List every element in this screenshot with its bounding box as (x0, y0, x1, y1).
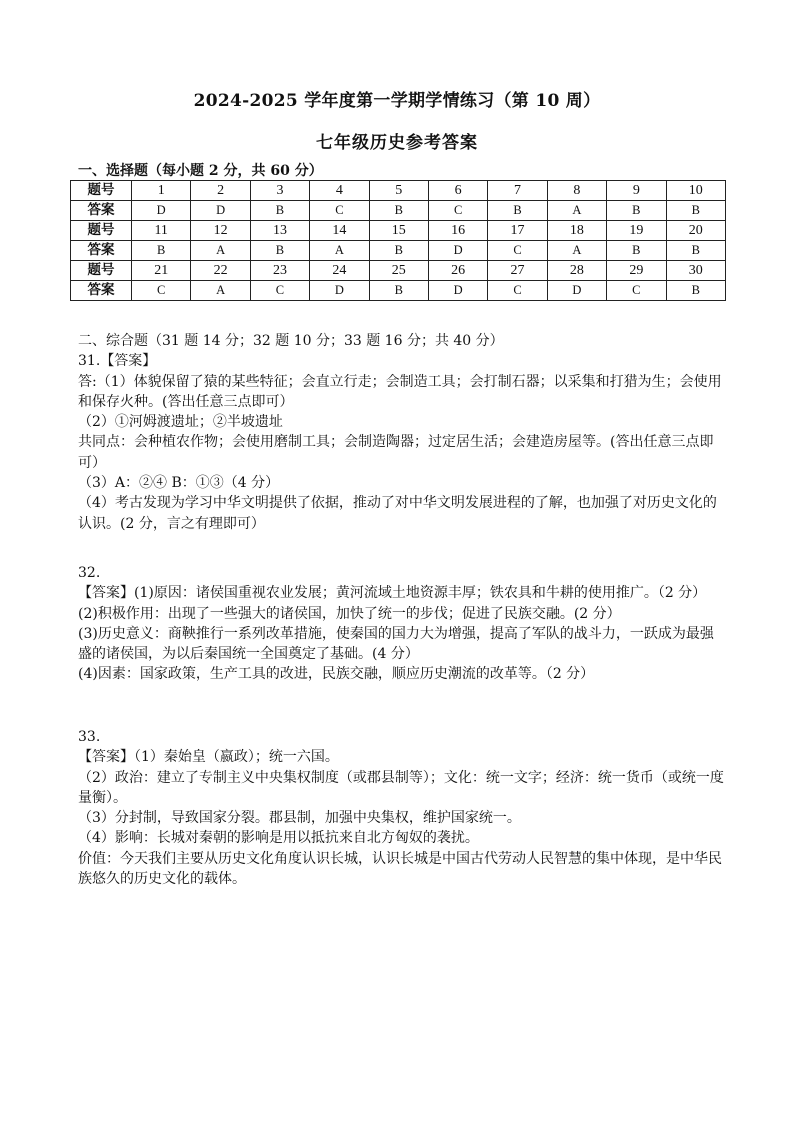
answer-cell: A (191, 281, 250, 301)
question-number-cell: 28 (547, 261, 606, 281)
question-31 (78, 331, 726, 534)
question-number-cell: 3 (250, 181, 309, 201)
question-number-cell: 14 (310, 221, 369, 241)
answer-cell: B (369, 281, 428, 301)
section1-heading: 一、选择题（每小题 2 分，共 60 分） (78, 163, 323, 179)
answer-cell: D (132, 201, 191, 221)
answer-cell: C (488, 241, 547, 261)
q31-part2: （2）①河姆渡遗址；②半坡遗址 (78, 414, 283, 431)
answer-cell: B (607, 241, 666, 261)
answer-cell: B (132, 241, 191, 261)
row-label-number: 题号 (71, 221, 132, 241)
answer-table (70, 180, 726, 301)
question-number-cell: 23 (250, 261, 309, 281)
question-number-cell: 27 (488, 261, 547, 281)
question-number-cell: 25 (369, 261, 428, 281)
row-label-answer: 答案 (71, 201, 132, 221)
question-number-row (71, 181, 726, 201)
question-number-cell: 12 (191, 221, 250, 241)
q31-common: 共同点：会种植农作物；会使用磨制工具；会制造陶器；过定居生活；会建造房屋等。(答出任意三点即可） (78, 434, 714, 471)
answer-cell: B (250, 201, 309, 221)
q33-part4: （4）影响：长城对秦朝的影响是用以抵抗来自北方匈奴的袭扰。 (78, 830, 479, 847)
document-title: 2024-2025 学年度第一学期学情练习（第 10 周） (193, 91, 601, 111)
answer-cell: C (488, 281, 547, 301)
question-number-cell: 8 (547, 181, 606, 201)
question-number-row (71, 261, 726, 281)
q33-value: 价值：今天我们主要从历史文化角度认识长城，认识长城是中国古代劳动人民智慧的集中体现，是中华民族悠久的历史文化的载体。 (78, 850, 722, 888)
q33-part3: （3）分封制，导致国家分裂。郡县制，加强中央集权，维护国家统一。 (78, 810, 521, 827)
question-number-cell: 26 (428, 261, 487, 281)
question-number-cell: 5 (369, 181, 428, 201)
answer-cell: D (547, 281, 606, 301)
answer-row (71, 281, 726, 301)
answer-cell: C (310, 201, 369, 221)
q32-label: 32. (78, 565, 101, 581)
question-number-cell: 4 (310, 181, 369, 201)
answer-cell: D (310, 281, 369, 301)
answer-row (71, 241, 726, 261)
question-number-cell: 29 (607, 261, 666, 281)
question-number-cell: 18 (547, 221, 606, 241)
answer-cell: B (369, 241, 428, 261)
q32-part4: (4)因素：国家政策，生产工具的改进，民族交融，顺应历史潮流的改革等。（2 分） (78, 666, 595, 683)
answer-cell: A (547, 201, 606, 221)
row-label-answer: 答案 (71, 241, 132, 261)
section2-heading: 二、综合题（31 题 14 分；32 题 10 分；33 题 16 分；共 40 分） (78, 333, 504, 349)
question-number-cell: 21 (132, 261, 191, 281)
answer-cell: B (488, 201, 547, 221)
answer-cell: B (666, 201, 725, 221)
question-number-cell: 11 (132, 221, 191, 241)
question-32 (78, 563, 726, 685)
question-number-cell: 30 (666, 261, 725, 281)
q31-part3: （3）A：②④ B：①③（4 分） (78, 475, 280, 492)
question-number-cell: 6 (428, 181, 487, 201)
answer-cell: B (369, 201, 428, 221)
question-number-cell: 17 (488, 221, 547, 241)
question-33 (78, 727, 726, 889)
answer-cell: D (428, 281, 487, 301)
q32-part1: 【答案】(1)原因：诸侯国重视农业发展；黄河流域土地资源丰厚；铁农具和牛耕的使用推广。（2 分） (78, 585, 707, 602)
q33-label: 33. (78, 729, 101, 745)
question-number-cell: 13 (250, 221, 309, 241)
question-number-cell: 2 (191, 181, 250, 201)
q31-label: 31.【答案】 (78, 353, 157, 370)
question-number-cell: 19 (607, 221, 666, 241)
answer-cell: B (250, 241, 309, 261)
q31-part4: （4）考古发现为学习中华文明提供了依据，推动了对中华文明发展进程的了解，也加强了对历史文化的认识。(2 分，言之有理即可） (78, 495, 717, 532)
question-number-cell: 10 (666, 181, 725, 201)
answer-row (71, 201, 726, 221)
question-number-cell: 16 (428, 221, 487, 241)
question-number-cell: 20 (666, 221, 725, 241)
answer-cell: B (666, 281, 725, 301)
question-number-row (71, 221, 726, 241)
question-number-cell: 22 (191, 261, 250, 281)
document-subtitle: 七年级历史参考答案 (316, 133, 478, 153)
row-label-answer: 答案 (71, 281, 132, 301)
answer-cell: D (428, 241, 487, 261)
answer-cell: A (191, 241, 250, 261)
question-number-cell: 7 (488, 181, 547, 201)
question-number-cell: 9 (607, 181, 666, 201)
answer-cell: C (428, 201, 487, 221)
q31-part1: 答:（1）体貌保留了猿的某些特征；会直立行走；会制造工具；会打制石器；以采集和打猎为生；会使用和保存火种。(答出任意三点即可） (78, 373, 722, 410)
q33-part1: 【答案】（1）秦始皇（嬴政）；统一六国。 (78, 749, 339, 766)
question-number-cell: 1 (132, 181, 191, 201)
answer-cell: C (607, 281, 666, 301)
answer-cell: B (607, 201, 666, 221)
answer-cell: A (310, 241, 369, 261)
answer-cell: A (547, 241, 606, 261)
row-label-number: 题号 (71, 181, 132, 201)
row-label-number: 题号 (71, 261, 132, 281)
answer-cell: C (132, 281, 191, 301)
answer-cell: B (666, 241, 725, 261)
answer-cell: D (191, 201, 250, 221)
answer-cell: C (250, 281, 309, 301)
question-number-cell: 15 (369, 221, 428, 241)
q32-part2: (2)积极作用：出现了一些强大的诸侯国，加快了统一的步伐；促进了民族交融。(2 分） (78, 605, 621, 622)
question-number-cell: 24 (310, 261, 369, 281)
q33-part2: （2）政治：建立了专制主义中央集权制度（或郡县制等）；文化：统一文字；经济：统一货币（或统一度量衡）。 (78, 769, 724, 806)
q32-part3: (3)历史意义：商鞅推行一系列改革措施，使秦国的国力大为增强，提高了军队的战斗力，一跃成为最强盛的诸侯国，为以后秦国统一全国奠定了基础。(4 分） (78, 625, 714, 663)
